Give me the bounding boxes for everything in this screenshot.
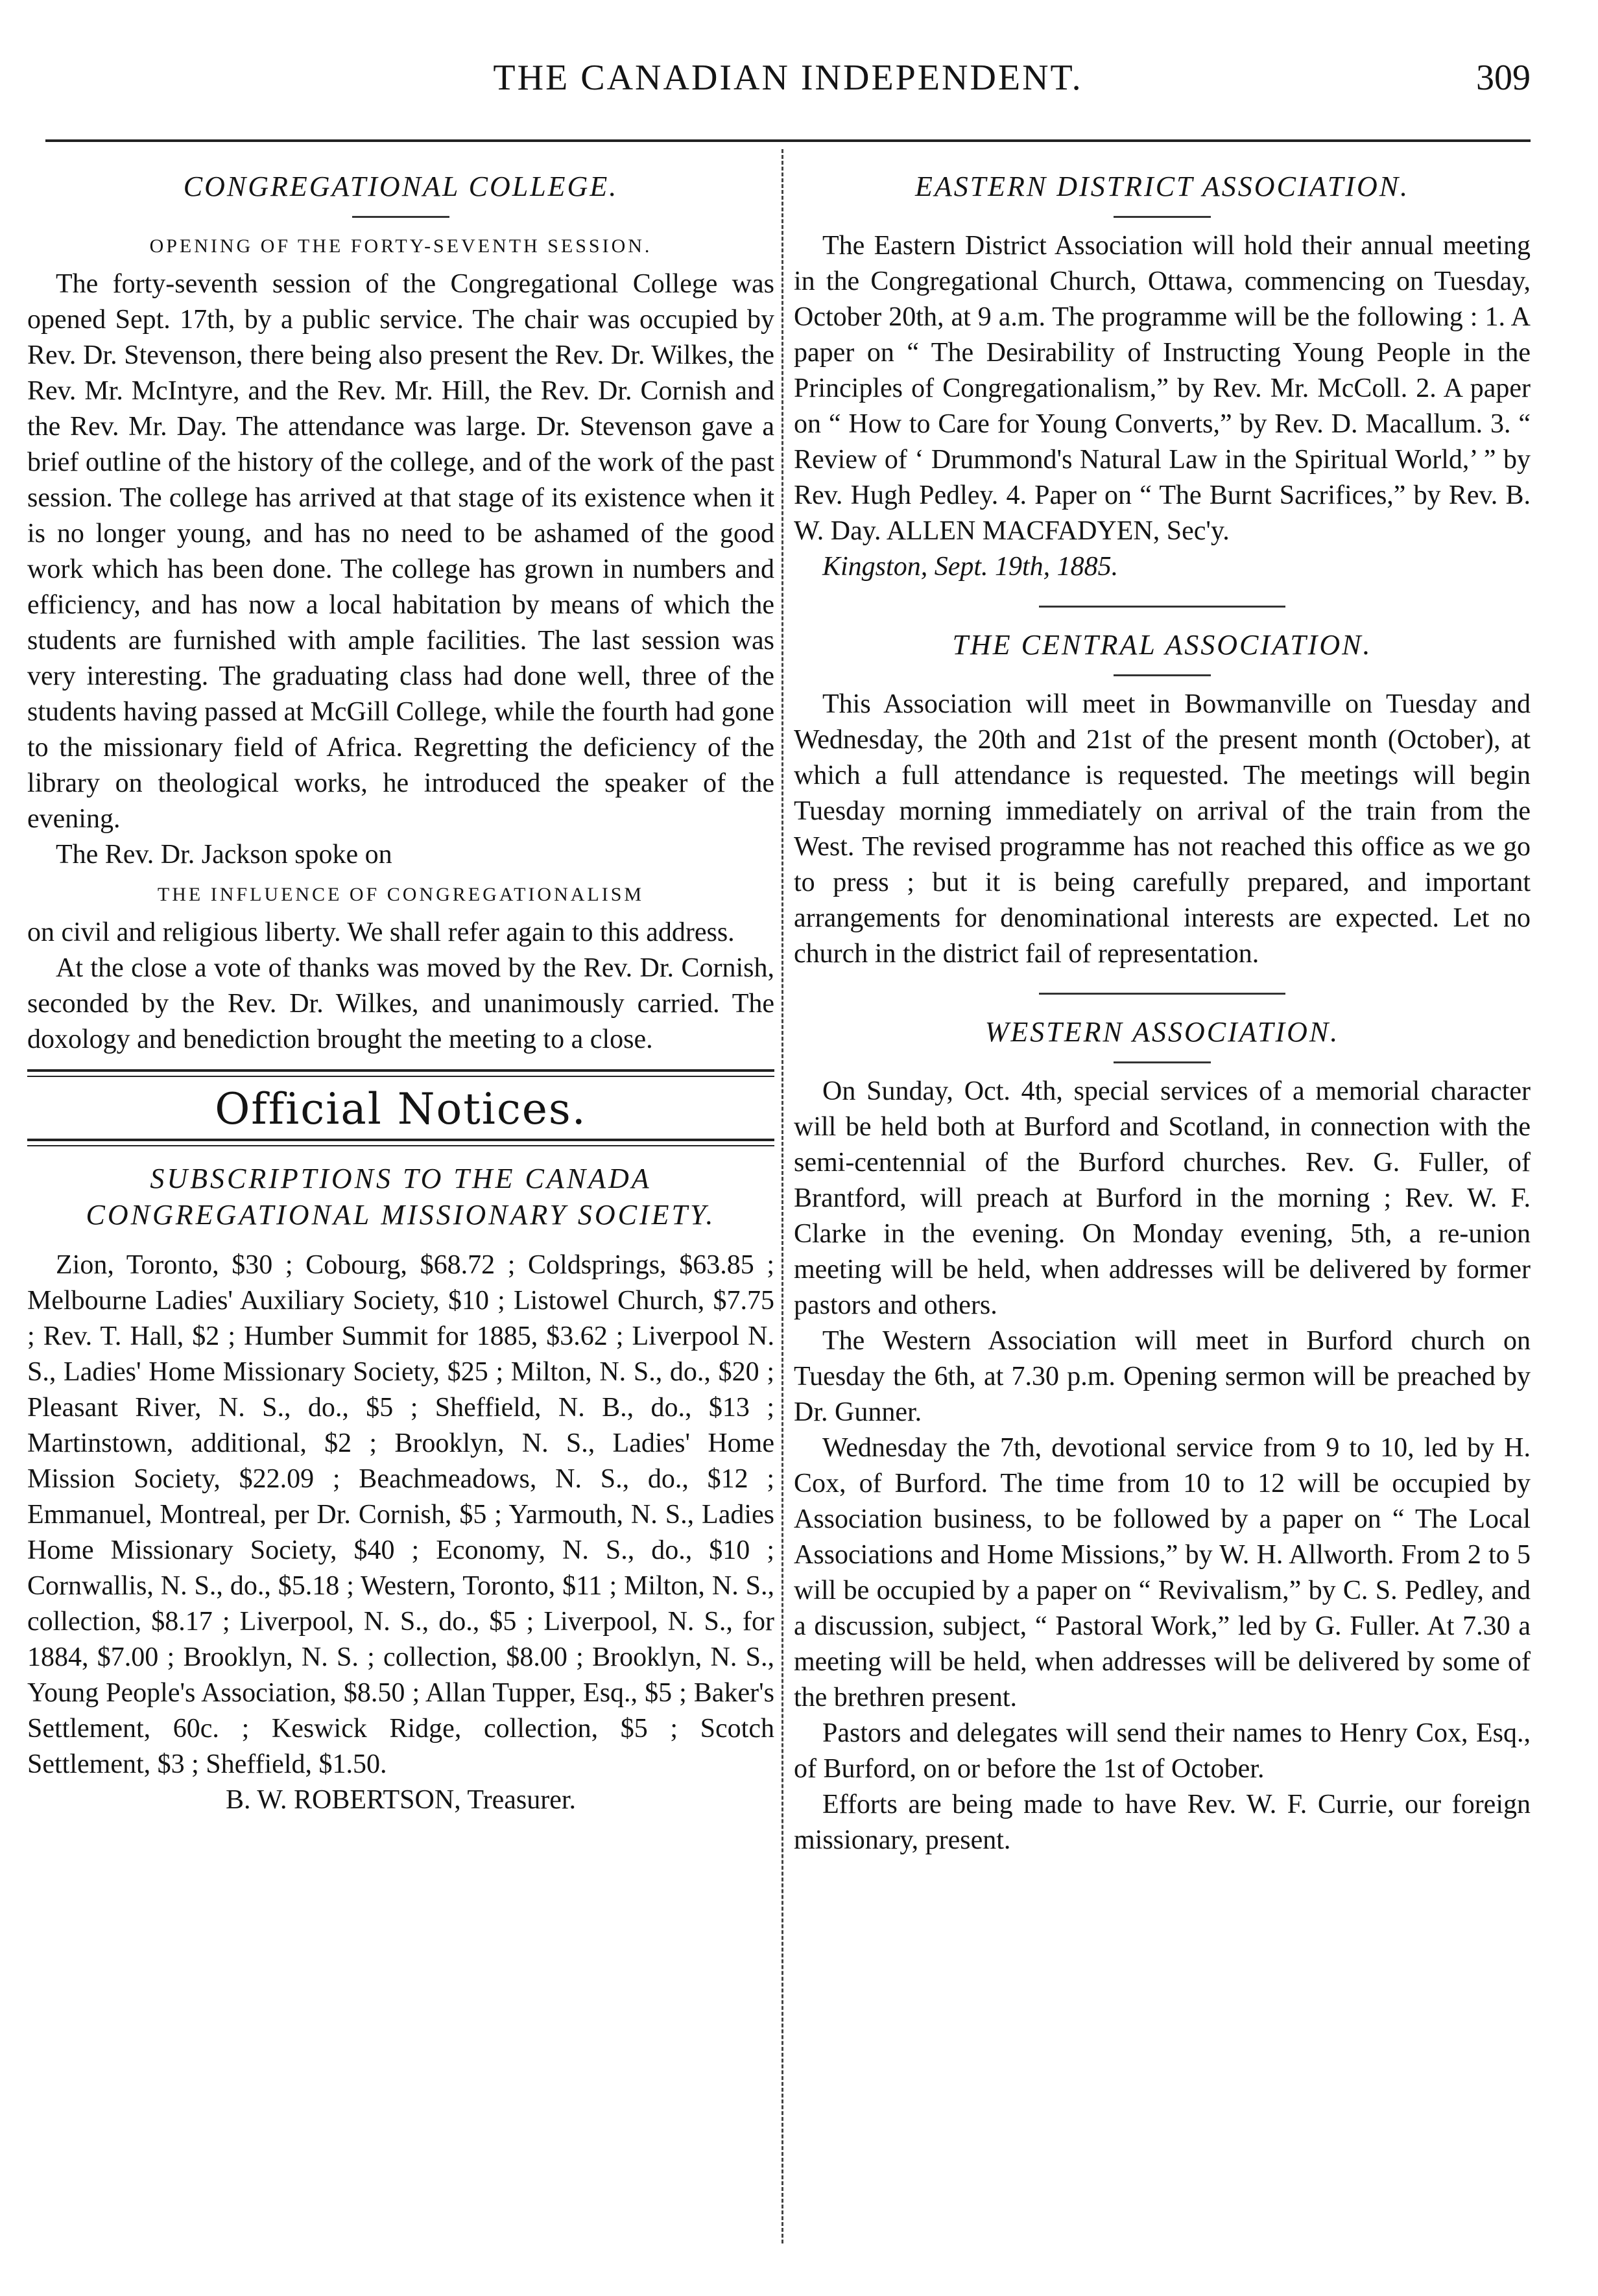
column-divider <box>781 149 783 2243</box>
publication-title: THE CANADIAN INDEPENDENT. <box>493 58 1083 98</box>
treasurer-signature: B. W. ROBERTSON, Treasurer. <box>225 1785 577 1815</box>
central-section-title: THE CENTRAL ASSOCIATION. <box>952 629 1372 661</box>
western-paragraph: The Western Association will meet in Burford church on Tuesday the 6th, at 7.30 p.m. Opening sermon will be preached by Dr. Gunner. <box>794 1326 1531 1427</box>
subscriptions-list: Zion, Toronto, $30 ; Cobourg, $68.72 ; Coldsprings, $63.85 ; Melbourne Ladies' Auxiliary Society, $10 ; Listowel Church, $7.75 ; Rev. T. Hall, $2 ; Humber Summit for 1885, $3.62 ; Liverpool N. S., Ladies' Home Missionary Society, $25 ; Milton, N. S., do., $20 ; Pleasant River, N. S., do., $5 ; Sheffield, N. B., do., $13 ; Martinstown, additional, $2 ; Brooklyn, N. S., Ladies' Home Mission Society, $22.09 ; Beachmeadows, N. S., do., $12 ; Emmanuel, Montreal, per Dr. Cornish, $5 ; Yarmouth, N. S., Ladies Home Missionary Society, $40 ; Economy, N. S., do., $10 ; Cornwallis, N. S., do., $5.18 ; Western, Toronto, $11 ; Milton, N. S., collection, $8.17 ; Liverpool, N. S., do., $5 ; Liverpool, N. S., for 1884, $7.00 ; Brooklyn, N. S. ; collection, $8.00 ; Brooklyn, N. S., Young People's Association, $8.50 ; Allan Tupper, Esq., $5 ; Baker's Settlement, 60c. ; Keswick Ridge, collection, $5 ; Scotch Settlement, $3 ; Sheffield, $1.50. <box>27 1250 774 1779</box>
official-notices-heading: Official Notices. <box>215 1084 587 1134</box>
section-rule <box>352 216 449 218</box>
western-paragraph: Pastors and delegates will send their names to Henry Cox, Esq., of Burford, on or before the 1st of October. <box>794 1718 1531 1784</box>
eastern-paragraph: The Eastern District Association will hold their annual meeting in the Congregational Church, Ottawa, commencing on Tuesday, October 20th, at 9 a.m. The programme will be the following : 1. A paper on “ The Desirability of Instructing Young People in the Principles of Congregationalism,” by Rev. Mr. McColl. 2. A paper on “ How to Care for Young Converts,” by Rev. D. Macallum. 3. “ Review of ‘ Drummond's Natural Law in the Spiritual World,’ ” by Rev. Hugh Pedley. 4. Paper on “ The Burnt Sacrifices,” by Rev. B. W. Day. ALLEN MACFADYEN, Sec'y. <box>794 231 1531 546</box>
section-rule <box>1114 216 1211 218</box>
college-paragraph: At the close a vote of thanks was moved by the Rev. Dr. Cornish, seconded by the Rev. Dr. Wilkes, and unanimously carried. The doxology and benediction brought the meeting to a close. <box>27 953 774 1054</box>
page-number: 309 <box>1476 58 1531 98</box>
college-paragraph: on civil and religious liberty. We shall refer again to this address. <box>27 917 735 947</box>
western-paragraph: Efforts are being made to have Rev. W. F. Currie, our foreign missionary, present. <box>794 1790 1531 1855</box>
college-paragraph: The forty-seventh session of the Congregational College was opened Sept. 17th, by a public service. The chair was occupied by Rev. Dr. Stevenson, there being also present the Rev. Dr. Wilkes, the Rev. Mr. McIntyre, and the Rev. Mr. Hill, the Rev. Dr. Cornish and the Rev. Mr. Day. The attendance was large. Dr. Stevenson gave a brief outline of the history of the college, and of the work of the past session. The college has arrived at that stage of its existence when it is no longer young, and has no need to be ashamed of the good work which has been done. The college has grown in numbers and efficiency, and has now a local habitation by means of which the students are furnished with ample facilities. The last session was very interesting. The graduating class had done well, three of the students having passed at McGill College, while the fourth had gone to the missionary field of Africa. Regretting the deficiency of the library on theological works, he introduced the speaker of the evening. <box>27 269 774 834</box>
college-section-title: CONGREGATIONAL COLLEGE. <box>183 171 619 202</box>
college-paragraph: The Rev. Dr. Jackson spoke on <box>56 840 392 870</box>
double-rule <box>27 1139 774 1146</box>
western-paragraph: On Sunday, Oct. 4th, special services of a memorial character will be held both at Burford and Scotland, in connection with the semi-centennial of the Burford churches. Rev. G. Fuller, of Brantford, will preach at Burford in the morning ; Rev. W. F. Clarke in the evening. On Monday evening, 5th, a re-union meeting will be held, when addresses will be delivered by former pastors and others. <box>794 1076 1531 1320</box>
influence-subheading: THE INFLUENCE OF CONGREGATIONALISM <box>157 884 645 905</box>
central-paragraph: This Association will meet in Bowmanville on Tuesday and Wednesday, the 20th and 21st of the present month (October), at which a full attendance is requested. The meetings will begin Tuesday morning immediately on arrival of the train from the West. The revised programme has not reached this office as we go to press ; but it is being carefully prepared, and important arrangements for denominational interests are expected. Let no church in the district fail of representation. <box>794 689 1531 969</box>
opening-subheading: OPENING OF THE FORTY-SEVENTH SESSION. <box>149 235 652 257</box>
header-rule <box>45 139 1531 142</box>
left-column <box>27 156 774 1818</box>
section-rule <box>1039 993 1285 995</box>
section-rule <box>1114 674 1211 676</box>
subscriptions-title: SUBSCRIPTIONS TO THE CANADA CONGREGATIONAL MISSIONARY SOCIETY. <box>86 1163 716 1231</box>
eastern-section-title: EASTERN DISTRICT ASSOCIATION. <box>914 171 1410 202</box>
eastern-signoff: Kingston, Sept. 19th, 1885. <box>822 552 1119 582</box>
page-header <box>45 57 1531 109</box>
section-rule <box>1114 1061 1211 1063</box>
western-section-title: WESTERN ASSOCIATION. <box>984 1016 1340 1048</box>
right-column <box>794 156 1531 1858</box>
section-rule <box>1039 606 1285 608</box>
double-rule <box>27 1069 774 1077</box>
western-paragraph: Wednesday the 7th, devotional service from 9 to 10, led by H. Cox, of Burford. The time from 10 to 12 will be occupied by Association business, to be followed by a paper on “ The Local Associations and Home Missions,” by W. H. Allworth. From 2 to 5 will be occupied by a paper on “ Revivalism,” by C. S. Pedley, and a discussion, subject, “ Pastoral Work,” led by G. Fuller. At 7.30 a meeting will be held, when addresses will be delivered by some of the brethren present. <box>794 1433 1531 1712</box>
